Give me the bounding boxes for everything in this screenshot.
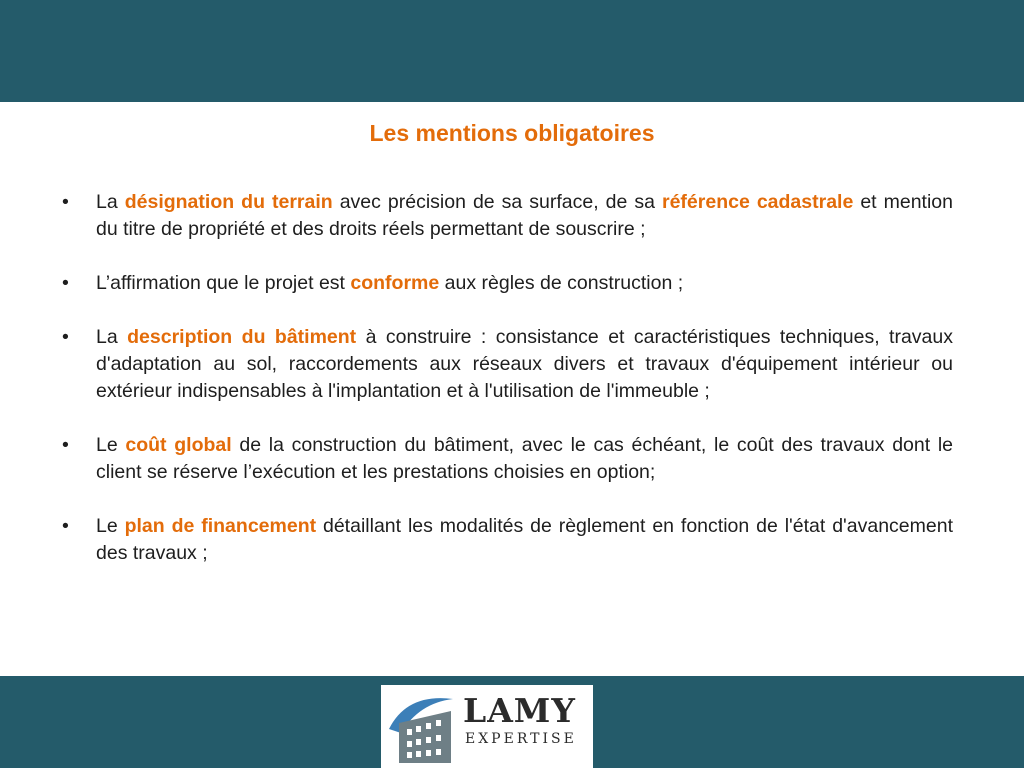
bullet-marker: • <box>62 191 69 213</box>
building-logo-icon <box>385 689 457 765</box>
bullet-item <box>62 270 953 297</box>
logo-subtitle: EXPERTISE <box>465 731 577 747</box>
highlighted-term: coût global <box>125 434 232 456</box>
highlighted-term: description du bâtiment <box>127 326 357 348</box>
bullet-text: Le <box>96 434 126 456</box>
bullet-item <box>62 189 953 243</box>
lamy-expertise-logo <box>381 685 593 768</box>
highlighted-term: plan de financement <box>124 515 317 537</box>
bullet-text: Le <box>96 515 125 537</box>
bullet-item <box>62 324 953 405</box>
bullet-marker: • <box>62 515 69 537</box>
bullet-marker: • <box>62 434 69 456</box>
header-band <box>0 0 1024 102</box>
bullet-text: détaillant les modalités de règlement en fonction de l'état d'avancement des travaux ; <box>96 515 953 564</box>
highlighted-term: référence cadastrale <box>662 191 854 213</box>
bullet-text: à construire : consistance et caractéristiques techniques, travaux d'adaptation au sol, raccordements aux réseaux divers et travaux d'équipement intérieur ou extérieur indispensables à l'implantation et à l'utilisation de l'immeuble ; <box>96 326 953 402</box>
highlighted-term: désignation du terrain <box>124 191 333 213</box>
highlighted-term: conforme <box>350 272 440 294</box>
bullet-list <box>62 189 953 594</box>
logo-name: LAMY <box>463 691 576 730</box>
bullet-text: aux règles de construction ; <box>439 272 684 294</box>
bullet-marker: • <box>62 326 69 348</box>
bullet-item <box>62 432 953 486</box>
bullet-text: et mention du titre de propriété et des droits réels permettant de souscrire ; <box>96 191 953 240</box>
bullet-marker: • <box>62 272 69 294</box>
bullet-text: La <box>96 191 125 213</box>
bullet-text: de la construction du bâtiment, avec le cas échéant, le coût des travaux dont le client se réserve l’exécution et les prestations choisies en option; <box>96 434 954 483</box>
bullet-text: L’affirmation que le projet est <box>96 272 351 294</box>
bullet-text: avec précision de sa surface, de sa <box>332 191 662 213</box>
bullet-item <box>62 513 953 567</box>
slide-title: Les mentions obligatoires <box>369 120 655 146</box>
bullet-text: La <box>96 326 128 348</box>
